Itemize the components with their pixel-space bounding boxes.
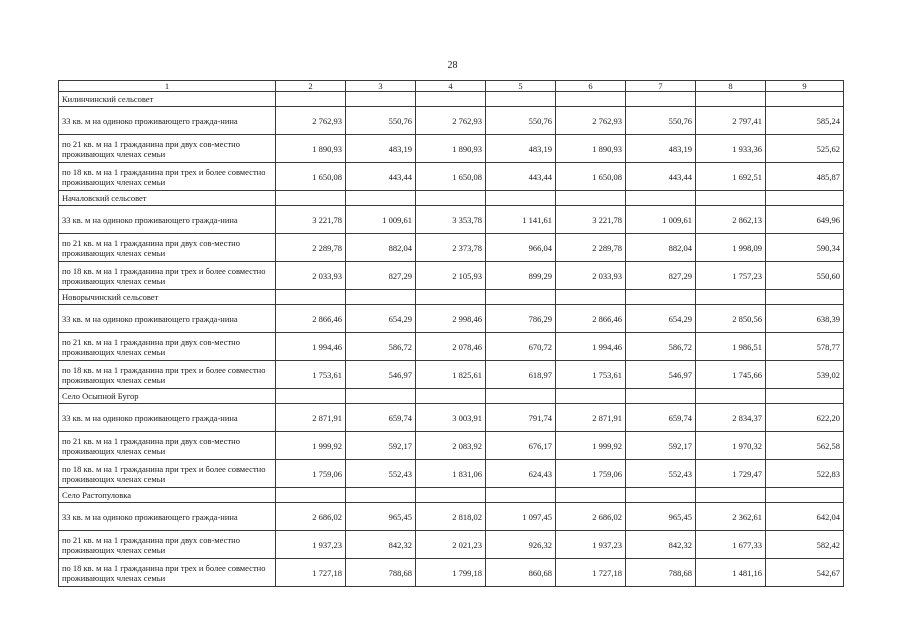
value-cell: 1 757,23 (696, 262, 766, 290)
row-label: по 18 кв. м на 1 гражданина при трех и более совместно проживающих членах семьи (59, 163, 276, 191)
value-cell: 966,04 (486, 234, 556, 262)
empty-cell (486, 488, 556, 503)
section-row (59, 191, 844, 206)
value-cell: 965,45 (626, 503, 696, 531)
value-cell: 586,72 (346, 333, 416, 361)
value-cell: 1 825,61 (416, 361, 486, 389)
empty-cell (696, 389, 766, 404)
row-label: по 18 кв. м на 1 гражданина при трех и более совместно проживающих членах семьи (59, 460, 276, 488)
empty-cell (556, 290, 626, 305)
value-cell: 1 994,46 (556, 333, 626, 361)
value-cell: 1 650,08 (276, 163, 346, 191)
value-cell: 592,17 (626, 432, 696, 460)
section-title: Новорычинский сельсовет (59, 290, 276, 305)
empty-cell (556, 191, 626, 206)
value-cell: 786,29 (486, 305, 556, 333)
empty-cell (276, 92, 346, 107)
empty-cell (486, 92, 556, 107)
value-cell: 2 289,78 (276, 234, 346, 262)
empty-cell (766, 488, 844, 503)
value-cell: 1 692,51 (696, 163, 766, 191)
value-cell: 624,43 (486, 460, 556, 488)
value-cell: 578,77 (766, 333, 844, 361)
value-cell: 1 727,18 (556, 559, 626, 587)
value-cell: 2 021,23 (416, 531, 486, 559)
empty-cell (696, 191, 766, 206)
value-cell: 2 289,78 (556, 234, 626, 262)
value-cell: 483,19 (346, 135, 416, 163)
empty-cell (486, 290, 556, 305)
value-cell: 552,43 (346, 460, 416, 488)
column-header: 3 (346, 81, 416, 92)
value-cell: 443,44 (486, 163, 556, 191)
value-cell: 860,68 (486, 559, 556, 587)
value-cell: 676,17 (486, 432, 556, 460)
value-cell: 1 998,09 (696, 234, 766, 262)
table-row (59, 559, 844, 587)
empty-cell (416, 92, 486, 107)
value-cell: 2 871,91 (556, 404, 626, 432)
page-number: 28 (447, 60, 458, 71)
empty-cell (416, 389, 486, 404)
value-cell: 670,72 (486, 333, 556, 361)
value-cell: 2 797,41 (696, 107, 766, 135)
column-header: 2 (276, 81, 346, 92)
empty-cell (626, 92, 696, 107)
value-cell: 2 998,46 (416, 305, 486, 333)
row-label: 33 кв. м на одиноко проживающего гражда-нина (59, 206, 276, 234)
value-cell: 618,97 (486, 361, 556, 389)
row-label: по 21 кв. м на 1 гражданина при двух сов-местно проживающих членах семьи (59, 531, 276, 559)
empty-cell (766, 290, 844, 305)
table-row (59, 432, 844, 460)
column-header: 1 (59, 81, 276, 92)
empty-cell (346, 92, 416, 107)
empty-cell (626, 290, 696, 305)
column-header: 4 (416, 81, 486, 92)
value-cell: 2 686,02 (556, 503, 626, 531)
value-cell: 899,29 (486, 262, 556, 290)
empty-cell (416, 488, 486, 503)
value-cell: 1 009,61 (346, 206, 416, 234)
row-label: 33 кв. м на одиноко проживающего гражда-нина (59, 305, 276, 333)
table-row (59, 503, 844, 531)
value-cell: 483,19 (626, 135, 696, 163)
empty-cell (766, 92, 844, 107)
table-row (59, 305, 844, 333)
empty-cell (696, 290, 766, 305)
value-cell: 592,17 (346, 432, 416, 460)
empty-cell (556, 92, 626, 107)
value-cell: 1 009,61 (626, 206, 696, 234)
value-cell: 2 105,93 (416, 262, 486, 290)
value-cell: 1 999,92 (556, 432, 626, 460)
value-cell: 522,83 (766, 460, 844, 488)
row-label: по 18 кв. м на 1 гражданина при трех и более совместно проживающих членах семьи (59, 262, 276, 290)
value-cell: 1 729,47 (696, 460, 766, 488)
value-cell: 1 970,32 (696, 432, 766, 460)
value-cell: 3 221,78 (556, 206, 626, 234)
value-cell: 2 834,37 (696, 404, 766, 432)
empty-cell (346, 191, 416, 206)
value-cell: 443,44 (346, 163, 416, 191)
row-label: по 21 кв. м на 1 гражданина при двух сов-местно проживающих членах семьи (59, 432, 276, 460)
row-label: по 21 кв. м на 1 гражданина при двух сов-местно проживающих членах семьи (59, 135, 276, 163)
value-cell: 546,97 (626, 361, 696, 389)
empty-cell (556, 389, 626, 404)
value-cell: 1 650,08 (416, 163, 486, 191)
column-header: 8 (696, 81, 766, 92)
empty-cell (556, 488, 626, 503)
value-cell: 827,29 (626, 262, 696, 290)
section-row (59, 389, 844, 404)
value-cell: 2 871,91 (276, 404, 346, 432)
column-header: 6 (556, 81, 626, 92)
value-cell: 842,32 (626, 531, 696, 559)
value-cell: 550,76 (486, 107, 556, 135)
empty-cell (626, 191, 696, 206)
empty-cell (416, 290, 486, 305)
value-cell: 2 818,02 (416, 503, 486, 531)
row-label: по 21 кв. м на 1 гражданина при двух сов-местно проживающих членах семьи (59, 234, 276, 262)
value-cell: 483,19 (486, 135, 556, 163)
header-row (59, 81, 844, 92)
value-cell: 2 762,93 (556, 107, 626, 135)
row-label: по 21 кв. м на 1 гражданина при двух сов-местно проживающих членах семьи (59, 333, 276, 361)
value-cell: 485,87 (766, 163, 844, 191)
value-cell: 1 986,51 (696, 333, 766, 361)
value-cell: 926,32 (486, 531, 556, 559)
value-cell: 2 033,93 (276, 262, 346, 290)
empty-cell (766, 191, 844, 206)
empty-cell (696, 488, 766, 503)
value-cell: 550,60 (766, 262, 844, 290)
table-row (59, 361, 844, 389)
section-title: Село Растопуловка (59, 488, 276, 503)
empty-cell (346, 389, 416, 404)
table-row (59, 460, 844, 488)
table-row (59, 262, 844, 290)
value-cell: 2 762,93 (416, 107, 486, 135)
value-cell: 2 862,13 (696, 206, 766, 234)
value-cell: 2 362,61 (696, 503, 766, 531)
table-row (59, 531, 844, 559)
value-cell: 1 727,18 (276, 559, 346, 587)
empty-cell (696, 92, 766, 107)
section-row (59, 290, 844, 305)
value-cell: 1 890,93 (416, 135, 486, 163)
value-cell: 539,02 (766, 361, 844, 389)
value-cell: 1 650,08 (556, 163, 626, 191)
value-cell: 788,68 (346, 559, 416, 587)
table-row (59, 135, 844, 163)
section-title: Началовский сельсовет (59, 191, 276, 206)
value-cell: 1 745,66 (696, 361, 766, 389)
value-cell: 2 866,46 (556, 305, 626, 333)
value-cell: 552,43 (626, 460, 696, 488)
value-cell: 1 994,46 (276, 333, 346, 361)
value-cell: 791,74 (486, 404, 556, 432)
section-title: Село Осыпной Бугор (59, 389, 276, 404)
value-cell: 3 353,78 (416, 206, 486, 234)
empty-cell (486, 191, 556, 206)
value-cell: 525,62 (766, 135, 844, 163)
value-cell: 550,76 (346, 107, 416, 135)
table-row (59, 333, 844, 361)
empty-cell (626, 488, 696, 503)
value-cell: 2 033,93 (556, 262, 626, 290)
value-cell: 1 753,61 (556, 361, 626, 389)
empty-cell (276, 290, 346, 305)
value-cell: 2 078,46 (416, 333, 486, 361)
section-row (59, 488, 844, 503)
value-cell: 562,58 (766, 432, 844, 460)
housing-cost-table (58, 80, 844, 587)
value-cell: 2 866,46 (276, 305, 346, 333)
row-label: по 18 кв. м на 1 гражданина при трех и более совместно проживающих членах семьи (59, 559, 276, 587)
empty-cell (276, 389, 346, 404)
value-cell: 582,42 (766, 531, 844, 559)
value-cell: 1 481,16 (696, 559, 766, 587)
value-cell: 1 753,61 (276, 361, 346, 389)
value-cell: 2 083,92 (416, 432, 486, 460)
value-cell: 443,44 (626, 163, 696, 191)
column-header: 9 (766, 81, 844, 92)
value-cell: 1 999,92 (276, 432, 346, 460)
empty-cell (276, 191, 346, 206)
value-cell: 788,68 (626, 559, 696, 587)
row-label: 33 кв. м на одиноко проживающего гражда-нина (59, 107, 276, 135)
value-cell: 1 937,23 (556, 531, 626, 559)
row-label: 33 кв. м на одиноко проживающего гражда-нина (59, 503, 276, 531)
value-cell: 965,45 (346, 503, 416, 531)
value-cell: 649,96 (766, 206, 844, 234)
empty-cell (276, 488, 346, 503)
value-cell: 2 850,56 (696, 305, 766, 333)
value-cell: 1 799,18 (416, 559, 486, 587)
value-cell: 1 097,45 (486, 503, 556, 531)
empty-cell (346, 488, 416, 503)
value-cell: 1 759,06 (276, 460, 346, 488)
section-title: Килинчинский сельсовет (59, 92, 276, 107)
empty-cell (416, 191, 486, 206)
row-label: 33 кв. м на одиноко проживающего гражда-нина (59, 404, 276, 432)
value-cell: 659,74 (346, 404, 416, 432)
value-cell: 882,04 (626, 234, 696, 262)
value-cell: 2 762,93 (276, 107, 346, 135)
value-cell: 642,04 (766, 503, 844, 531)
table-row (59, 206, 844, 234)
value-cell: 654,29 (346, 305, 416, 333)
column-header: 5 (486, 81, 556, 92)
table-row (59, 404, 844, 432)
empty-cell (626, 389, 696, 404)
empty-cell (766, 389, 844, 404)
value-cell: 2 686,02 (276, 503, 346, 531)
value-cell: 622,20 (766, 404, 844, 432)
table-row (59, 107, 844, 135)
table-row (59, 163, 844, 191)
value-cell: 590,34 (766, 234, 844, 262)
value-cell: 1 933,36 (696, 135, 766, 163)
value-cell: 882,04 (346, 234, 416, 262)
value-cell: 1 141,61 (486, 206, 556, 234)
value-cell: 546,97 (346, 361, 416, 389)
value-cell: 827,29 (346, 262, 416, 290)
value-cell: 1 937,23 (276, 531, 346, 559)
row-label: по 18 кв. м на 1 гражданина при трех и более совместно проживающих членах семьи (59, 361, 276, 389)
value-cell: 1 831,06 (416, 460, 486, 488)
value-cell: 550,76 (626, 107, 696, 135)
empty-cell (346, 290, 416, 305)
value-cell: 1 759,06 (556, 460, 626, 488)
value-cell: 3 003,91 (416, 404, 486, 432)
value-cell: 586,72 (626, 333, 696, 361)
table-row (59, 234, 844, 262)
value-cell: 654,29 (626, 305, 696, 333)
value-cell: 585,24 (766, 107, 844, 135)
value-cell: 659,74 (626, 404, 696, 432)
value-cell: 1 890,93 (276, 135, 346, 163)
column-header: 7 (626, 81, 696, 92)
value-cell: 1 677,33 (696, 531, 766, 559)
value-cell: 2 373,78 (416, 234, 486, 262)
value-cell: 842,32 (346, 531, 416, 559)
value-cell: 3 221,78 (276, 206, 346, 234)
empty-cell (486, 389, 556, 404)
value-cell: 542,67 (766, 559, 844, 587)
value-cell: 638,39 (766, 305, 844, 333)
value-cell: 1 890,93 (556, 135, 626, 163)
section-row (59, 92, 844, 107)
